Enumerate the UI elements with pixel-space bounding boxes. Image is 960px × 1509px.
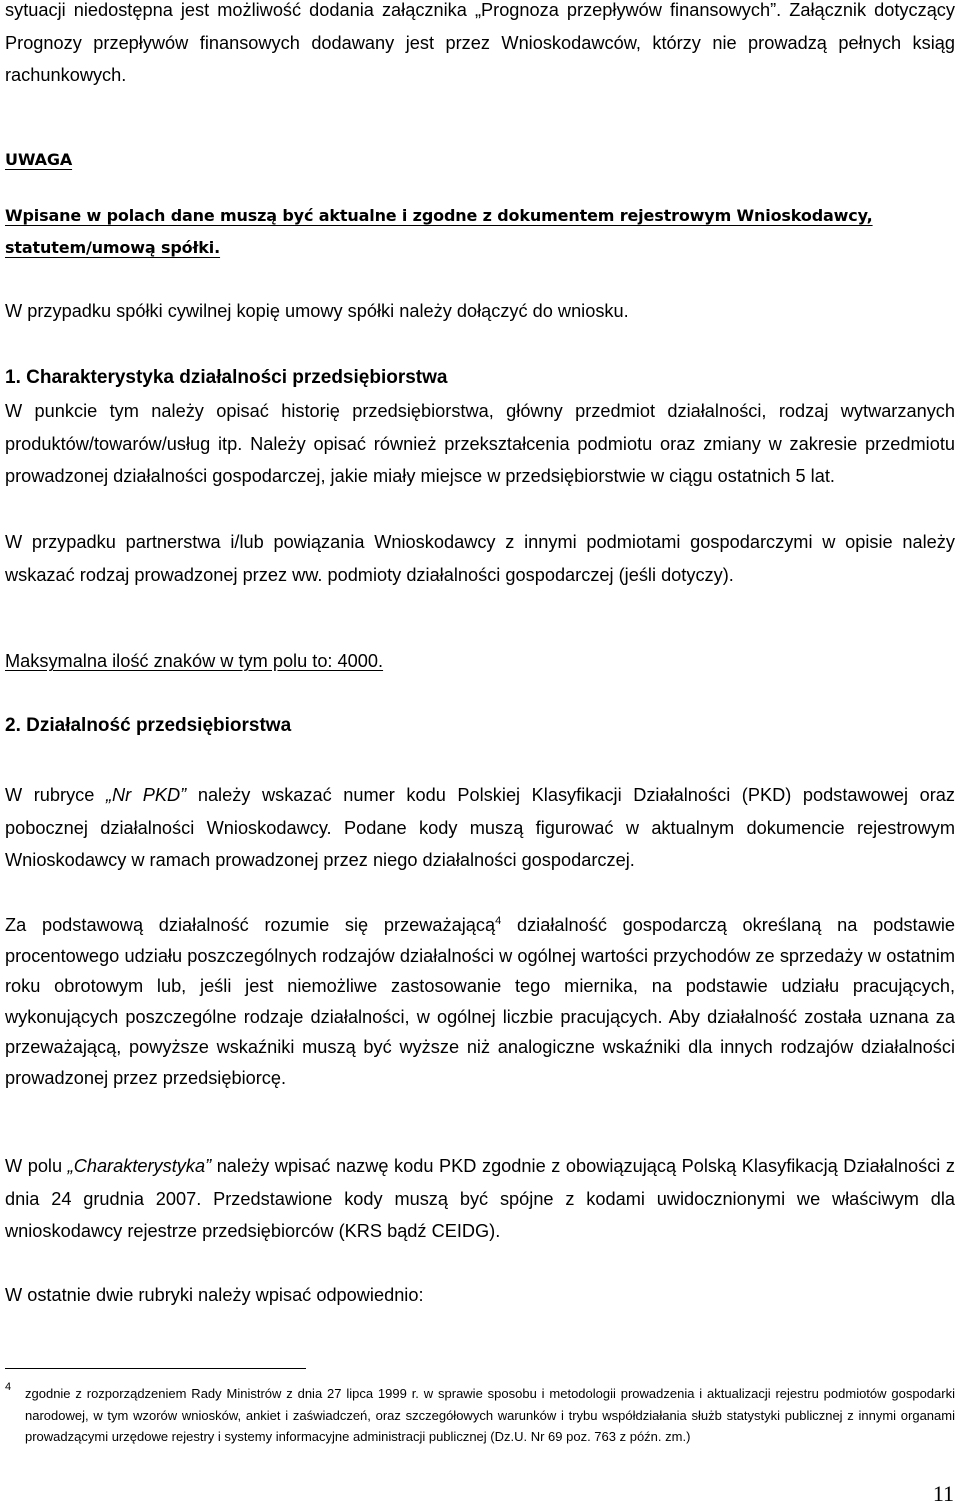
- primary-activity-rest: działalność gospodarczą określaną na podstawie procentowego udziału poszczególnych rodzajów działalności w ogólnej wartości przychodów ze sprzedaży w ostatnim roku obrotowym lub, jeśli jest niemożliwe zastosowanie tego miernika, na podstawie udziału pracujących, wykonujących poszczególne rodzaje działalności, w ogólnej liczbie pracujących. Aby działalność została uznana za przeważającą, powyższe wskaźniki muszą być wyższe niż analogiczne wskaźniki dla innych rodzajów działalności prowadzonej przez przedsiębiorcę.: [5, 915, 955, 1088]
- characteristic-paragraph: [5, 1150, 955, 1248]
- section-1-heading: 1. Charakterystyka działalności przedsiębiorstwa: [5, 367, 448, 388]
- primary-activity-lead: Za podstawową działalność rozumie się przeważającą: [5, 915, 496, 935]
- notice-text: Wpisane w polach dane muszą być aktualne i zgodne z dokumentem rejestrowym Wnioskodawcy, statutem/umową spółki.: [5, 206, 873, 257]
- page-number: 11: [932, 1481, 954, 1506]
- pkd-paragraph-rest: należy wskazać numer kodu Polskiej Klasyfikacji Działalności (PKD) podstawowej oraz pobocznej działalności Wnioskodawcy. Podane kody muszą figurować w aktualnym dokumencie rejestrowym Wnioskodawcy w ramach prowadzonej przez niego działalności gospodarczej.: [5, 785, 955, 870]
- characteristic-lead: W polu: [5, 1156, 68, 1176]
- pkd-paragraph-lead: W rubryce: [5, 785, 106, 805]
- section-1-paragraph-1: W punkcie tym należy opisać historię przedsiębiorstwa, główny przedmiot działalności, rodzaj wytwarzanych produktów/towarów/usług itp. Należy opisać również przekształcenia podmiotu oraz zmiany w zakresie przedmiotu prowadzonej działalności gospodarczej, jakie miały miejsce w przedsiębiorstwie w ciągu ostatnich 5 lat.: [5, 401, 955, 486]
- characteristic-field-name: „Charakterystyka”: [67, 1156, 212, 1176]
- section-2-heading: 2. Działalność przedsiębiorstwa: [5, 715, 292, 736]
- notice-title: UWAGA: [5, 150, 73, 169]
- characteristic-rest: należy wpisać nazwę kodu PKD zgodnie z obowiązującą Polską Klasyfikacją Działalności z dnia 24 grudnia 2007. Przedstawione kody muszą być spójne z kodami uwidocznionymi we właściwym dla wnioskodawcy rejestrze przedsiębiorców (KRS bądź CEIDG).: [5, 1156, 955, 1241]
- section-1-paragraph-2: W przypadku partnerstwa i/lub powiązania Wnioskodawcy z innymi podmiotami gospodarczymi w opisie należy wskazać rodzaj prowadzonej przez ww. podmioty działalności gospodarczej (jeśli dotyczy).: [5, 532, 955, 585]
- civil-partnership-note: W przypadku spółki cywilnej kopię umowy spółki należy dołączyć do wniosku.: [5, 301, 629, 321]
- footnote-reference: 4: [495, 915, 502, 927]
- pkd-paragraph: [5, 779, 955, 877]
- footnote-separator: [5, 1368, 306, 1369]
- char-limit-note: Maksymalna ilość znaków w tym polu to: 4000.: [5, 651, 384, 671]
- primary-activity-paragraph: [5, 910, 955, 1093]
- last-two-fields-note: W ostatnie dwie rubryki należy wpisać odpowiednio:: [5, 1285, 424, 1305]
- footnote-text: zgodnie z rozporządzeniem Rady Ministrów z dnia 27 lipca 1999 r. w sprawie sposobu i metodologii prowadzenia i aktualizacji rejestru podmiotów gospodarki narodowej, w tym wzorów wniosków, ankiet i zaświadczeń, oraz szczegółowych warunków i trybu współdziałania służb statystyki publicznej z innymi organami prowadzącymi urzędowe rejestry i systemy informacyjne administracji publicznej (Dz.U. Nr 69 poz. 763 z późn. zm.): [25, 1386, 955, 1444]
- intro-paragraph: sytuacji niedostępna jest możliwość dodania załącznika „Prognoza przepływów finansowych”. Załącznik dotyczący Prognozy przepływów finansowych dodawany jest przez Wnioskodawców, którzy nie prowadzą pełnych ksiąg rachunkowych.: [5, 0, 955, 85]
- footnote-number: 4: [5, 1381, 12, 1393]
- pkd-field-name: „Nr PKD”: [105, 785, 187, 805]
